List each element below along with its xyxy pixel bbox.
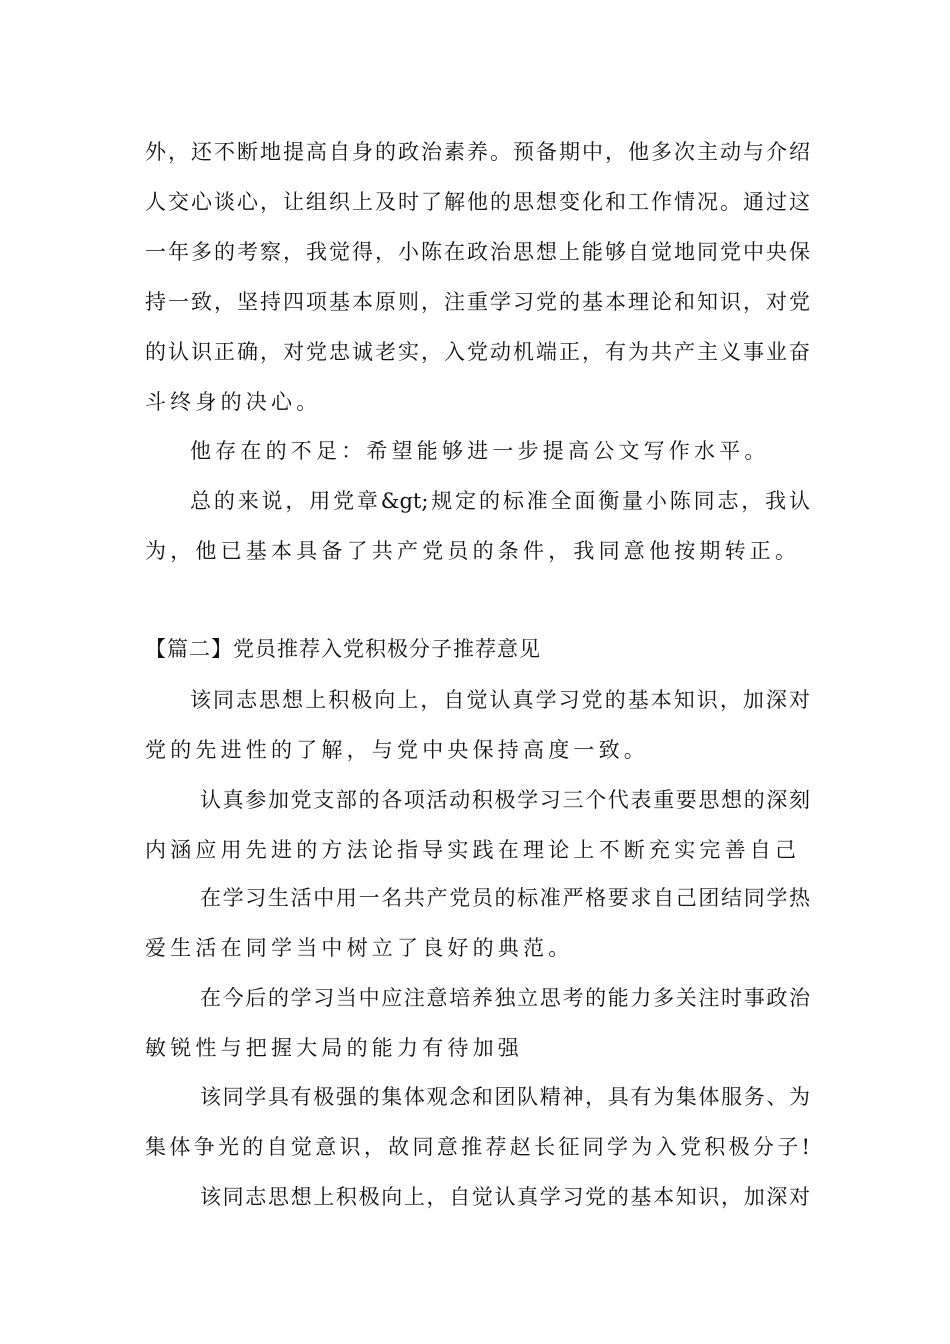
body-text-line: 党的先进性的了解，与党中央保持高度一致。 [145,738,649,762]
body-text-line: 爱生活在同学当中树立了良好的典范。 [145,936,574,960]
body-text-line: 他存在的不足：希望能够进一步提高公文写作水平。 [190,439,770,463]
body-text-line: 的认识正确，对党忠诚老实，入党动机端正，有为共产主义事业奋 [145,340,810,364]
body-text-line: 斗终身的决心。 [145,390,322,414]
body-text-line: 该同学具有极强的集体观念和团队精神，具有为集体服务、为 [200,1085,810,1109]
section-heading: 【篇二】党员推荐入党积极分子推荐意见 [145,637,541,661]
body-text-line: 敏锐性与把握大局的能力有待加强 [145,1036,523,1060]
body-text-line: 一年多的考察，我觉得，小陈在政治思想上能够自觉地同党中央保 [145,240,810,264]
body-text-line: 在学习生活中用一名共产党员的标准严格要求自己团结同学热 [200,886,810,910]
body-text-line: 总的来说，用党章&gt;规定的标准全面衡量小陈同志，我认 [190,489,810,513]
body-text-line: 内涵应用先进的方法论指导实践在理论上不断充实完善自己 [145,838,801,862]
body-text-line: 外，还不断地提高自身的政治素养。预备期中，他多次主动与介绍 [145,140,810,164]
body-text-line: 该同志思想上积极向上，自觉认真学习党的基本知识，加深对 [200,1185,810,1209]
body-text-line: 认真参加党支部的各项活动积极学习三个代表重要思想的深刻 [200,788,810,812]
body-text-line: 人交心谈心，让组织上及时了解他的思想变化和工作情况。通过这 [145,190,810,214]
body-text-line: 为，他已基本具备了共产党员的条件，我同意他按期转正。 [145,539,801,563]
body-text-line: 在今后的学习当中应注意培养独立思考的能力多关注时事政治 [200,986,810,1010]
body-text-line: 该同志思想上积极向上，自觉认真学习党的基本知识，加深对 [190,688,810,712]
body-text-line: 持一致，坚持四项基本原则，注重学习党的基本理论和知识，对党 [145,290,810,314]
body-text-line: 集体争光的自觉意识，故同意推荐赵长征同学为入党积极分子! [145,1135,810,1159]
